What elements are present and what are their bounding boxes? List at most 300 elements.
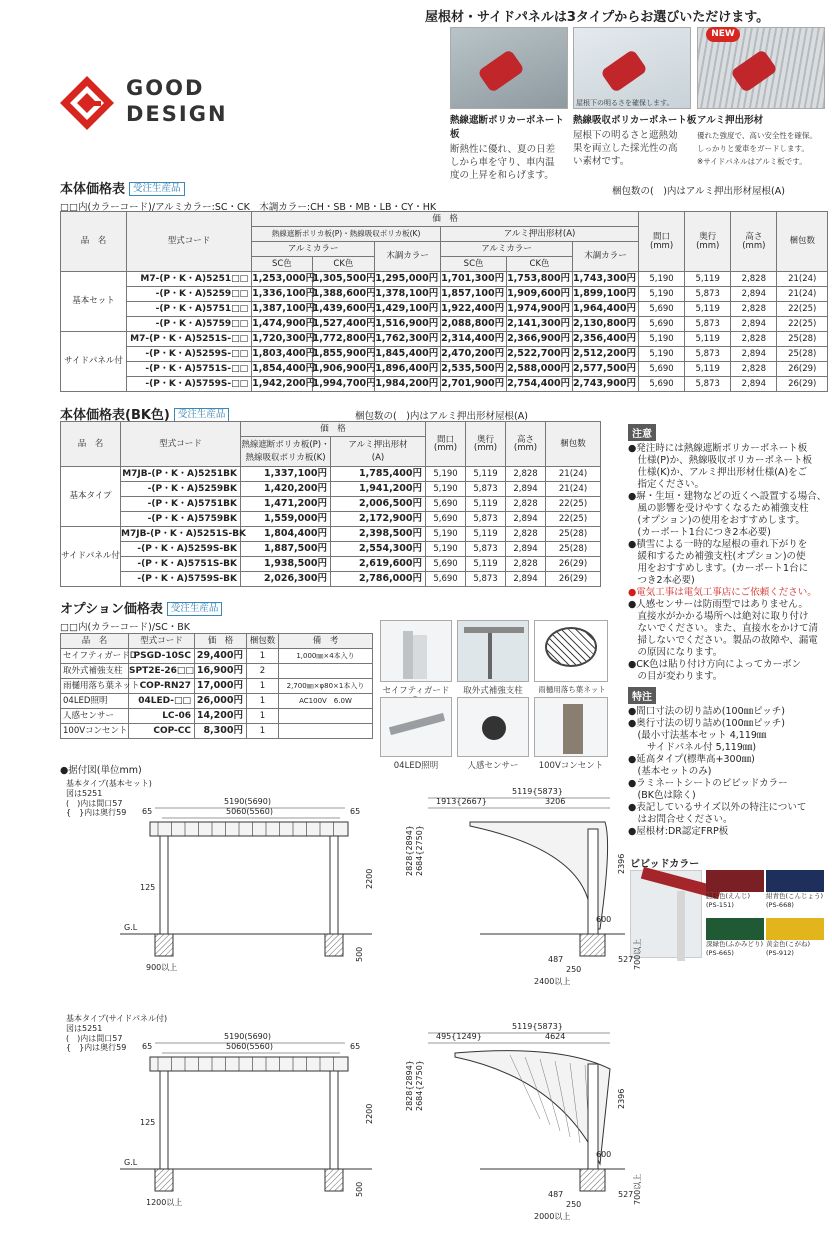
option-pack: 2 <box>247 664 279 679</box>
main-table-title <box>60 178 185 197</box>
header-depth: 奥行 (mm) <box>685 212 731 272</box>
section-title: 本体価格表 <box>60 182 126 197</box>
price-poly: 1,471,200円 <box>241 497 331 512</box>
group-name: 基本タイプ <box>61 467 121 527</box>
option-code: COP-RN27 <box>129 679 195 694</box>
price-poly: 1,938,500円 <box>241 557 331 572</box>
price-alu: 1,899,100円 <box>572 287 638 302</box>
dim-h: 2,828 <box>731 332 777 347</box>
dim-w: 5,190 <box>426 542 466 557</box>
front-foundation-right <box>325 934 343 956</box>
drawing-label: 500 <box>355 946 364 962</box>
note-line: サイドパネル付 5,119㎜) <box>628 742 757 753</box>
option-pack: 1 <box>247 724 279 739</box>
price-poly: 1,387,100円 <box>252 302 312 317</box>
model-code: -(P・K・A)5759□□ <box>126 317 251 332</box>
drawing-label: 527 <box>618 955 634 964</box>
table-row <box>61 679 373 694</box>
price-poly: 1,439,600円 <box>312 302 375 317</box>
dim-d: 5,119 <box>685 272 731 287</box>
dim-n: 21(24) <box>546 467 601 482</box>
color-code: (PS-668) <box>766 901 794 909</box>
option-header: 梱包数 <box>247 634 279 649</box>
dim-n: 25(28) <box>777 347 828 362</box>
price-alu: 2,754,400円 <box>507 377 573 392</box>
roof-item-3 <box>697 112 831 168</box>
front-roof-beam <box>150 1057 348 1071</box>
special-heading: 特注 <box>628 687 656 704</box>
note-line: ●屋根材:DR認定FRP板 <box>628 826 729 837</box>
header-wood-color: 木調カラー <box>375 242 441 272</box>
table-row <box>61 664 373 679</box>
dim-h: 2,894 <box>506 512 546 527</box>
note-line: ●間口寸法の切り詰め(100㎜ピッチ) <box>628 706 785 717</box>
price-poly: 1,516,900円 <box>375 317 441 332</box>
side-foundation <box>580 934 605 956</box>
g-mark-icon <box>58 74 116 132</box>
group-name: サイドパネル付 <box>61 332 127 392</box>
option-pack: 1 <box>247 694 279 709</box>
bk-table-body <box>61 467 601 587</box>
drawing-label: 900以上 <box>146 963 178 972</box>
drawing-label: 5119{5873} <box>512 787 563 796</box>
good-design-logo <box>58 74 228 132</box>
roof-item-desc: い素材です。 <box>573 156 630 167</box>
dim-d: 5,873 <box>466 482 506 497</box>
option-photo-leaf-net <box>534 620 608 682</box>
drawing-label: 500 <box>355 1181 364 1197</box>
order-tag: 受注生産品 <box>129 182 185 196</box>
front-foundation-left <box>155 934 173 956</box>
header-alu-ex: アルミ押出形材 (A) <box>331 437 426 467</box>
drawing-label: 527 <box>618 1190 634 1199</box>
price-alu: 2,701,900円 <box>441 377 507 392</box>
drawing-label: ( )内は間口57 <box>66 1034 123 1043</box>
dim-d: 5,119 <box>685 332 731 347</box>
front-foundation-right <box>325 1169 343 1191</box>
note-line: の目が変わります。 <box>628 671 723 682</box>
note-line: (オプション)の使用をおすすめします。 <box>628 515 805 526</box>
option-name: 人感センサー <box>61 709 129 724</box>
logo-line2: DESIGN <box>126 102 228 126</box>
drawing-label: 2200 <box>365 1103 374 1124</box>
table-row <box>61 272 828 287</box>
drawing-label: 2684{2750} <box>415 1060 424 1111</box>
price-alu: 2,172,900円 <box>331 512 426 527</box>
note-line: 仕様(K)か、アルミ押出形材仕様(A)をご <box>628 467 808 478</box>
note-line: (基本セットのみ) <box>628 766 712 777</box>
header-poly: 熱線遮断ポリカ板(P)・ 熱線吸収ポリカ板(K) <box>241 437 331 467</box>
price-alu: 2,398,500円 <box>331 527 426 542</box>
table-row <box>61 497 601 512</box>
dim-d: 5,119 <box>466 557 506 572</box>
price-poly: 1,305,500円 <box>312 272 375 287</box>
price-poly: 1,855,900円 <box>312 347 375 362</box>
dim-h: 2,894 <box>731 317 777 332</box>
drawing-label: 5190(5690) <box>224 797 271 806</box>
note-line: ●積雪による一時的な屋根の垂れ下がりを <box>628 539 808 550</box>
dim-w: 5,690 <box>638 302 684 317</box>
model-code: -(P・K・A)5259S-BK <box>121 542 241 557</box>
price-alu: 1,922,400円 <box>441 302 507 317</box>
option-code: PSGD-10SC <box>129 649 195 664</box>
note-line: 仕様(P)か、熱線吸収ポリカーボネート板 <box>628 455 813 466</box>
main-price-table <box>60 211 828 392</box>
drawing-label: 2828{2894} <box>405 1060 414 1111</box>
drawing-label: 65 <box>350 1042 361 1051</box>
price-alu: 1,857,100円 <box>441 287 507 302</box>
option-name: セイフティガードD <box>61 649 129 664</box>
vivid-title: ビビッドカラー <box>630 859 700 870</box>
color-code: (PS-665) <box>706 949 734 957</box>
price-alu: 2,314,400円 <box>441 332 507 347</box>
drawing-label: 図は5251 <box>66 1024 103 1033</box>
dim-w: 5,190 <box>638 287 684 302</box>
option-remark <box>279 709 373 724</box>
drawing-label: 700以上 <box>633 938 642 970</box>
header-pack: 梱包数 <box>546 422 601 467</box>
option-legend: □□内(カラーコード)/SC・BK <box>60 622 190 633</box>
header-product: 品 名 <box>61 212 127 272</box>
header-open: 間口 (mm) <box>638 212 684 272</box>
option-cap-5: 人感センサー <box>467 761 519 771</box>
price-alu: 2,366,900円 <box>507 332 573 347</box>
option-table-body <box>61 649 373 739</box>
roof-item-title: 熱線吸収ポリカーボネート板 <box>573 115 697 126</box>
roof-item-title: 熱線遮断ポリカーボネート板 <box>450 115 564 140</box>
drawing-label: 600 <box>596 915 612 924</box>
header-height: 高さ (mm) <box>731 212 777 272</box>
roof-item-desc: 優れた強度で、高い安全性を確保。 <box>697 131 817 140</box>
table-row <box>61 317 828 332</box>
color-code: (PS-151) <box>706 901 734 909</box>
header-sc: SC色 <box>441 257 507 272</box>
main-legend: □□内(カラーコード)/アルミカラー:SC・CK 木調カラー:CH・SB・MB・LB・CY・HK <box>60 202 437 213</box>
header-price: 価 格 <box>241 422 426 437</box>
price-alu: 1,753,800円 <box>507 272 573 287</box>
dim-w: 5,190 <box>638 332 684 347</box>
dim-n: 25(28) <box>777 332 828 347</box>
option-cap-3: 雨樋用落ち葉ネット <box>538 685 606 694</box>
dim-w: 5,190 <box>426 527 466 542</box>
model-code: -(P・K・A)5751□□ <box>126 302 251 317</box>
group-name: サイドパネル付 <box>61 527 121 587</box>
price-alu: 2,512,200円 <box>572 347 638 362</box>
model-code: -(P・K・A)5759BK <box>121 512 241 527</box>
roof-heading: 屋根材・サイドパネルは3タイプからお選びいただけます。 <box>425 10 770 25</box>
price-poly: 1,994,700円 <box>312 377 375 392</box>
drawing-label: 487 <box>548 955 564 964</box>
drawing-label: 2684{2750} <box>415 825 424 876</box>
model-code: -(P・K・A)5259S-□□ <box>126 347 251 362</box>
table-row <box>61 724 373 739</box>
price-alu: 2,141,300円 <box>507 317 573 332</box>
dim-n: 25(28) <box>546 527 601 542</box>
drawing-label: 487 <box>548 1190 564 1199</box>
price-poly: 1,804,400円 <box>241 527 331 542</box>
front-post-left <box>160 1071 168 1169</box>
price-poly: 1,984,200円 <box>375 377 441 392</box>
price-poly: 1,845,400円 <box>375 347 441 362</box>
header-code: 型式コード <box>126 212 251 272</box>
roof-photo-1 <box>450 27 568 109</box>
price-poly: 1,772,800円 <box>312 332 375 347</box>
option-photo-led <box>380 697 452 757</box>
model-code: M7-(P・K・A)5251S-□□ <box>126 332 251 347</box>
option-price: 14,200円 <box>195 709 247 724</box>
front-post-right <box>330 836 338 934</box>
installation-drawing <box>0 764 830 1234</box>
price-poly: 1,762,300円 <box>375 332 441 347</box>
price-alu: 1,701,300円 <box>441 272 507 287</box>
table-row <box>61 512 601 527</box>
dim-h: 2,828 <box>731 302 777 317</box>
option-pack: 1 <box>247 709 279 724</box>
option-cap-1: セイフティガード <box>382 686 450 696</box>
option-code: 04LED-□□ <box>129 694 195 709</box>
header-open: 間口 (mm) <box>426 422 466 467</box>
option-code: LC-06 <box>129 709 195 724</box>
drawing-label: 2400以上 <box>534 977 571 986</box>
roof-photo-2 <box>573 27 691 109</box>
roof-item-desc: 断熱性に優れ、夏の日差 <box>450 144 556 155</box>
dim-h: 2,894 <box>506 542 546 557</box>
drawing-label: 65 <box>350 807 361 816</box>
note-line: (カーポート1台につき2本必要) <box>628 527 771 538</box>
note-line: ●表記しているサイズ以外の特注について <box>628 802 807 813</box>
option-remark: 1,000㎜×4本入り <box>279 649 373 664</box>
option-remark: 2,700㎜×φ80×1本入り <box>279 679 373 694</box>
price-alu: 2,619,600円 <box>331 557 426 572</box>
dim-w: 5,190 <box>638 347 684 362</box>
header-alu-color: アルミカラー <box>441 242 573 257</box>
table-row <box>61 709 373 724</box>
price-poly: 1,896,400円 <box>375 362 441 377</box>
bk-price-table <box>60 421 601 587</box>
dim-d: 5,119 <box>685 302 731 317</box>
dim-w: 5,690 <box>426 512 466 527</box>
option-name: 雨樋用落ち葉ネット <box>61 679 129 694</box>
drawing-label: 125 <box>140 1118 156 1127</box>
price-alu: 2,522,700円 <box>507 347 573 362</box>
note-line: ●発注時には熱線遮断ポリカーボネート板 <box>628 443 808 454</box>
option-header: 型式コード <box>129 634 195 649</box>
new-badge: NEW <box>706 27 740 42</box>
option-price-table <box>60 633 373 739</box>
model-code: M7-(P・K・A)5251□□ <box>126 272 251 287</box>
dim-n: 22(25) <box>777 302 828 317</box>
option-photo-sensor <box>457 697 529 757</box>
table-row <box>61 649 373 664</box>
note-line: (BK色は除く) <box>628 790 696 801</box>
header-ck: CK色 <box>312 257 375 272</box>
price-alu: 1,974,900円 <box>507 302 573 317</box>
roof-item-desc: しっかりと愛車をガードします。 <box>697 144 809 153</box>
price-poly: 1,527,400円 <box>312 317 375 332</box>
dim-d: 5,873 <box>466 512 506 527</box>
dim-h: 2,894 <box>506 572 546 587</box>
header-depth: 奥行 (mm) <box>466 422 506 467</box>
price-alu: 2,535,500円 <box>441 362 507 377</box>
dim-n: 26(29) <box>546 557 601 572</box>
side-roof <box>455 1051 610 1164</box>
price-alu: 1,909,600円 <box>507 287 573 302</box>
drawing-side-panel <box>66 1013 642 1221</box>
header-poly: 熱線遮断ポリカ板(P)・熱線吸収ポリカ板(K) <box>252 227 441 242</box>
logo-line1: GOOD <box>126 76 205 100</box>
dim-d: 5,873 <box>685 317 731 332</box>
dim-d: 5,873 <box>685 377 731 392</box>
dim-h: 2,828 <box>506 527 546 542</box>
table-row <box>61 482 601 497</box>
dim-w: 5,690 <box>638 317 684 332</box>
side-roof <box>470 822 608 929</box>
front-post-left <box>160 836 168 934</box>
header-wood-color: 木調カラー <box>572 242 638 272</box>
main-pack-note: 梱包数の( )内はアルミ押出形材屋根(A) <box>612 186 785 197</box>
model-code: -(P・K・A)5751S-BK <box>121 557 241 572</box>
price-alu: 2,356,400円 <box>572 332 638 347</box>
dim-n: 21(24) <box>777 287 828 302</box>
table-row <box>61 332 828 347</box>
dim-d: 5,873 <box>685 287 731 302</box>
option-price: 26,000円 <box>195 694 247 709</box>
table-row <box>61 302 828 317</box>
option-cap-2: 取外式補強支柱 <box>463 686 523 696</box>
price-poly: 1,378,100円 <box>375 287 441 302</box>
dim-d: 5,873 <box>466 542 506 557</box>
model-code: M7JB-(P・K・A)5251S-BK <box>121 527 241 542</box>
header-product: 品 名 <box>61 422 121 467</box>
dim-w: 5,690 <box>638 377 684 392</box>
model-code: -(P・K・A)5759S-BK <box>121 572 241 587</box>
color-name: 黄金色(こがね) <box>766 940 811 948</box>
table-row <box>61 377 828 392</box>
roof-item-desc: 屋根下の明るさと遮熱効 <box>573 130 678 141</box>
price-alu: 1,785,400円 <box>331 467 426 482</box>
dim-n: 26(29) <box>546 572 601 587</box>
drawing-label: 5190(5690) <box>224 1032 271 1041</box>
option-code: SPT2E-26□□ <box>129 664 195 679</box>
price-alu: 2,577,500円 <box>572 362 638 377</box>
price-poly: 1,906,900円 <box>312 362 375 377</box>
header-price: 価 格 <box>252 212 639 227</box>
option-name: 04LED照明 <box>61 694 129 709</box>
option-code: COP-CC <box>129 724 195 739</box>
table-row <box>61 694 373 709</box>
header-alu-color: アルミカラー <box>252 242 375 257</box>
price-alu: 2,470,200円 <box>441 347 507 362</box>
option-price: 29,400円 <box>195 649 247 664</box>
roof-item-2 <box>573 112 697 168</box>
dim-n: 26(29) <box>777 362 828 377</box>
dim-w: 5,190 <box>426 482 466 497</box>
dim-n: 22(25) <box>546 497 601 512</box>
dim-d: 5,873 <box>466 572 506 587</box>
drawing-label: 4624 <box>545 1032 566 1041</box>
price-poly: 1,429,100円 <box>375 302 441 317</box>
drawing-label: 5119{5873} <box>512 1022 563 1031</box>
note-line: ●人感センサーは防雨型ではありません。 <box>628 599 808 610</box>
order-tag: 受注生産品 <box>167 602 223 616</box>
model-code: -(P・K・A)5259□□ <box>126 287 251 302</box>
option-name: 100Vコンセント <box>61 724 129 739</box>
option-cap-4: 04LED照明 <box>393 761 439 771</box>
note-line: 緩和するため補強支柱(オプション)の使 <box>628 551 806 562</box>
note-line: ●塀・生垣・建物などの近くへ設置する場合、 <box>628 491 827 502</box>
side-foundation <box>580 1169 605 1191</box>
note-line: 風の影響を受けやすくなるため補強支柱 <box>628 503 809 514</box>
option-photo-outlet <box>534 697 608 757</box>
price-alu: 2,588,000円 <box>507 362 573 377</box>
model-code: -(P・K・A)5259BK <box>121 482 241 497</box>
note-line: 指定ください。 <box>628 479 705 490</box>
table-row <box>61 287 828 302</box>
note-line: ●奥行寸法の切り詰め(100㎜ピッチ) <box>628 718 785 729</box>
drawing-label: 図は5251 <box>66 789 103 798</box>
notes-heading: 注意 <box>628 424 656 441</box>
drawing-label: 250 <box>566 1200 582 1209</box>
price-poly: 1,474,900円 <box>252 317 312 332</box>
color-name: 臙脂色(えんじ) <box>706 892 751 900</box>
drawing-label: 2396 <box>617 1088 626 1109</box>
drawing-label: 5060(5560) <box>226 1042 273 1051</box>
dim-d: 5,119 <box>466 467 506 482</box>
drawing-label: 1913{2667} <box>436 797 487 806</box>
dim-w: 5,190 <box>426 467 466 482</box>
table-row <box>61 347 828 362</box>
dim-w: 5,690 <box>638 362 684 377</box>
note-line: (最小寸法基本セット 4,119㎜ <box>628 730 767 741</box>
model-code: -(P・K・A)5751S-□□ <box>126 362 251 377</box>
table-row <box>61 362 828 377</box>
dim-w: 5,690 <box>426 497 466 512</box>
dim-h: 2,828 <box>506 497 546 512</box>
dim-n: 26(29) <box>777 377 828 392</box>
dim-n: 21(24) <box>546 482 601 497</box>
header-ck: CK色 <box>507 257 573 272</box>
price-alu: 2,088,800円 <box>441 317 507 332</box>
price-poly: 1,295,000円 <box>375 272 441 287</box>
price-poly: 1,942,200円 <box>252 377 312 392</box>
drawing-label: 2828{2894} <box>405 825 414 876</box>
dim-d: 5,873 <box>685 347 731 362</box>
table-row <box>61 527 601 542</box>
note-line: はお問合せください。 <box>628 814 733 825</box>
header-code: 型式コード <box>121 422 241 467</box>
note-line: 直接水がかかる場所へは絶対に取り付け <box>628 611 809 622</box>
option-pack: 1 <box>247 649 279 664</box>
header-height: 高さ (mm) <box>506 422 546 467</box>
drawing-label: { }内は奥行59 <box>66 1043 127 1052</box>
drawing-label: 2000以上 <box>534 1212 571 1221</box>
price-alu: 2,554,300円 <box>331 542 426 557</box>
drawing-label: 700以上 <box>633 1173 642 1205</box>
drawing-label: 2396 <box>617 853 626 874</box>
option-photo-safety-guard <box>380 620 452 682</box>
dim-n: 21(24) <box>777 272 828 287</box>
price-alu: 2,786,000円 <box>331 572 426 587</box>
option-header: 品 名 <box>61 634 129 649</box>
drawing-label: 基本タイプ(サイドパネル付) <box>66 1014 168 1023</box>
color-name: 紺青色(こんじょう) <box>766 892 824 900</box>
drawing-label: { }内は奥行59 <box>66 808 127 817</box>
color-name: 深緑色(ふかみどり) <box>706 940 764 948</box>
option-remark: AC100V 6.0W <box>279 694 373 709</box>
drawing-label: 基本タイプ(基本セット) <box>66 779 152 788</box>
roof-photo2-caption: 屋根下の明るさを確保します。 <box>576 99 674 107</box>
note-line: の原因になります。 <box>628 647 723 658</box>
